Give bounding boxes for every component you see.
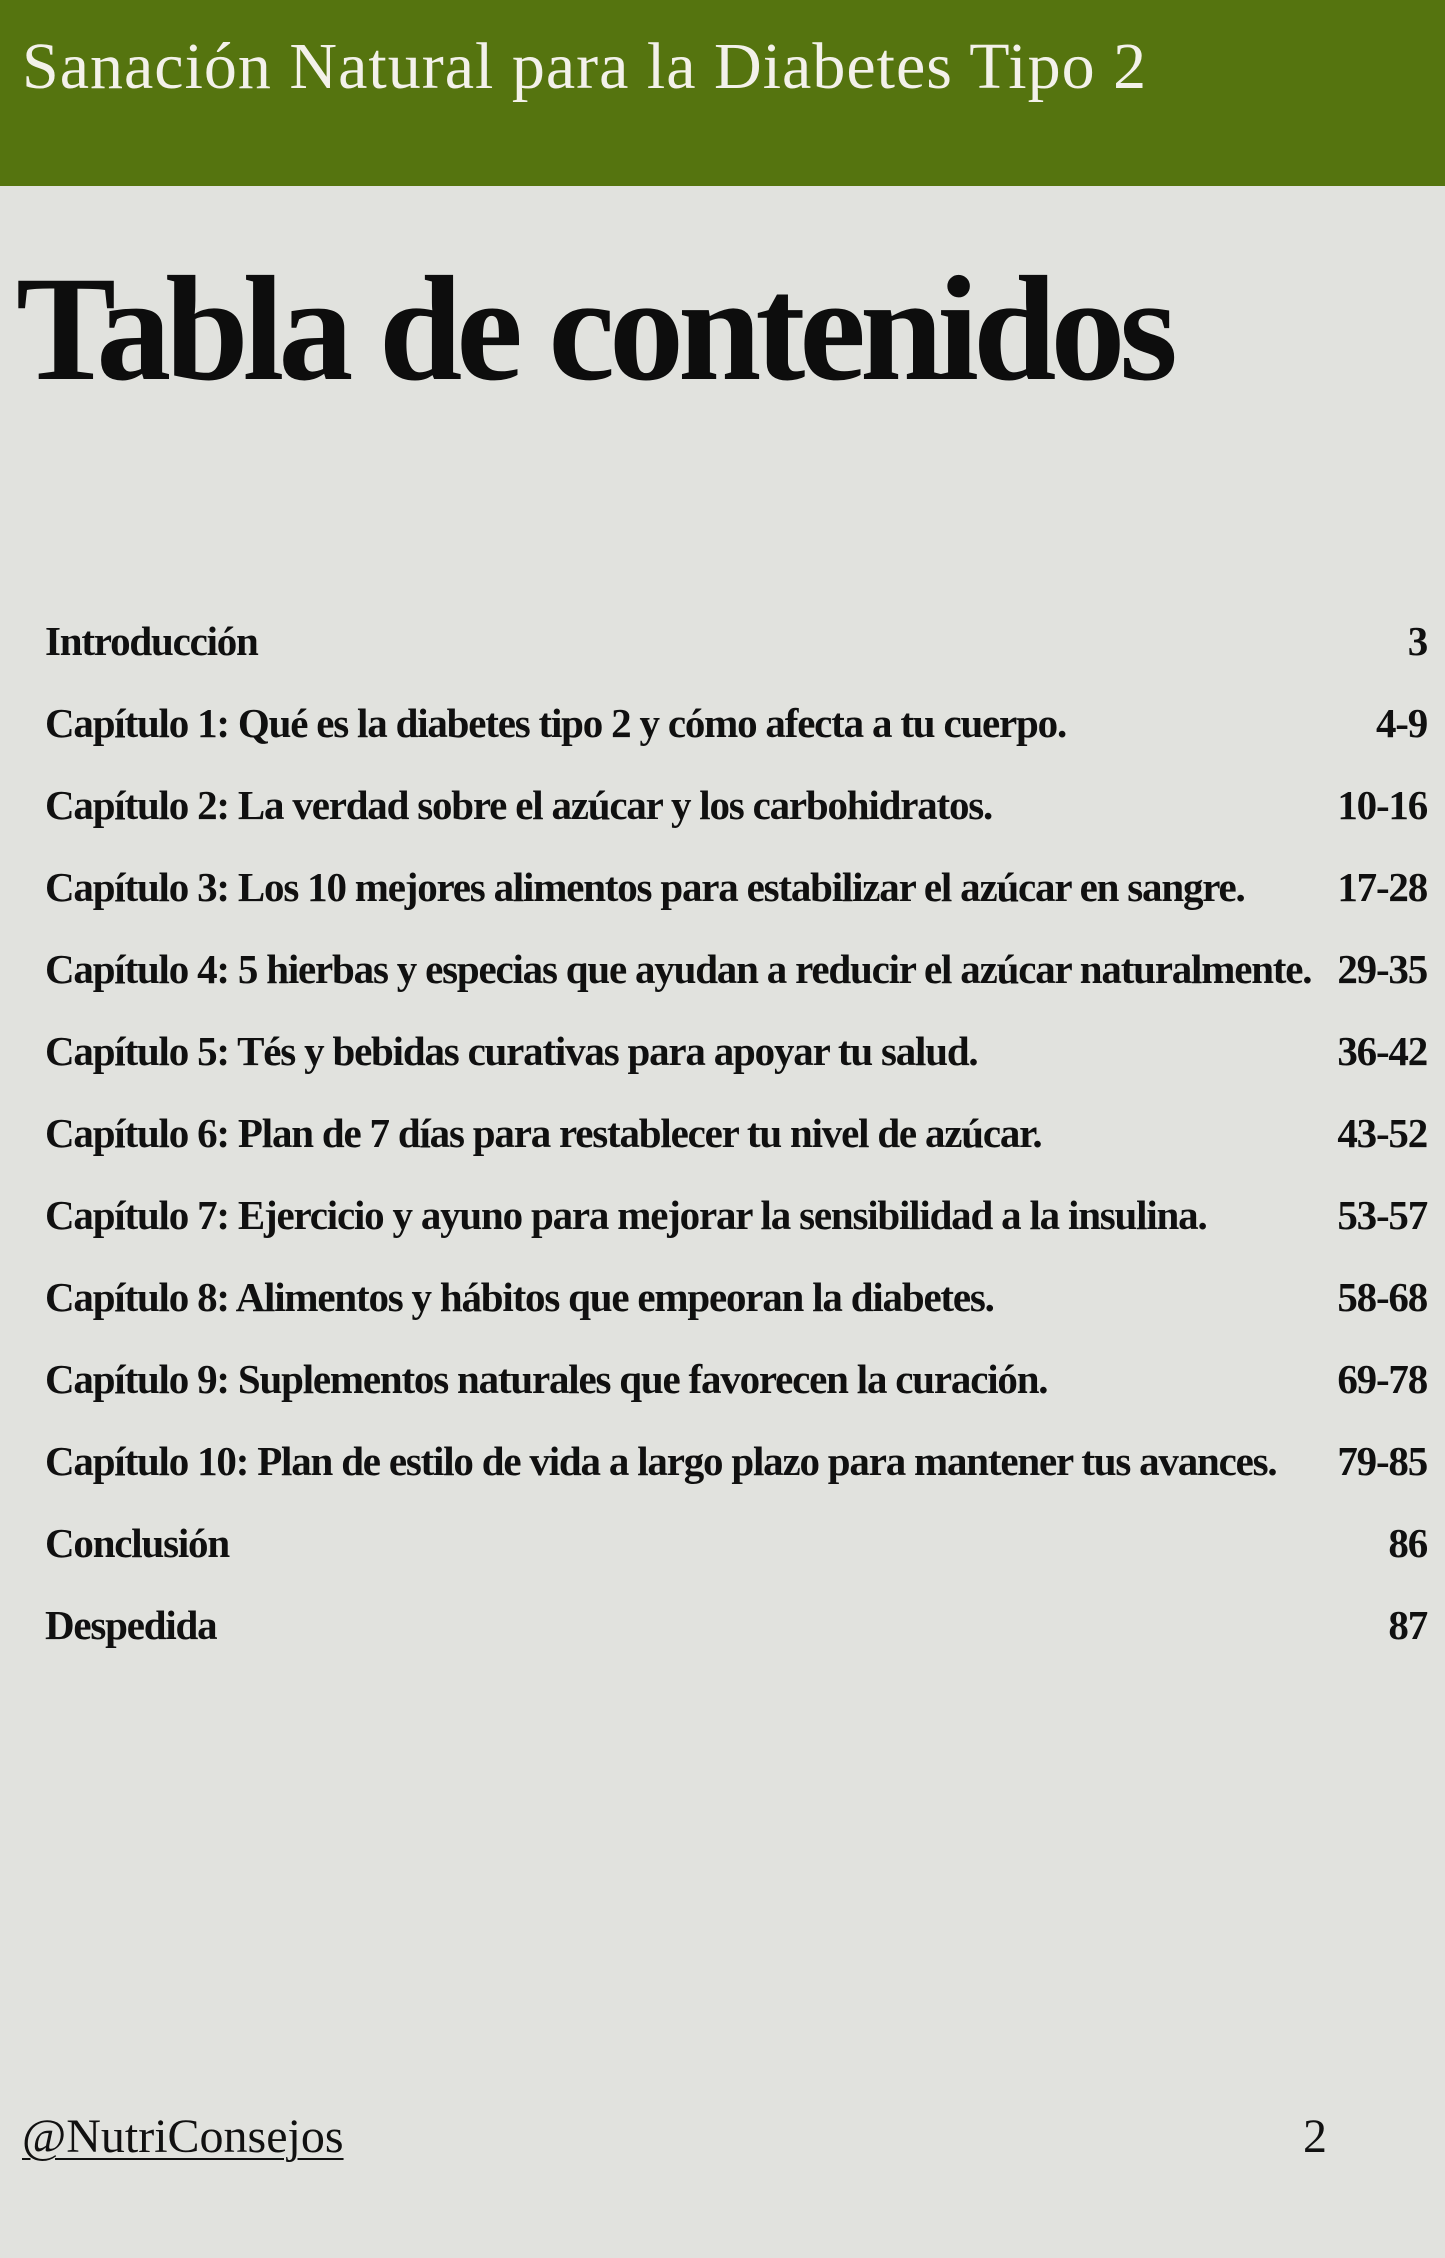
toc-entry-pages: 43-52: [1337, 1110, 1427, 1156]
toc-entry-label: Capítulo 1: Qué es la diabetes tipo 2 y cómo afecta a tu cuerpo.: [45, 700, 1066, 746]
toc-entry-pages: 79-85: [1337, 1438, 1427, 1484]
toc-entry-chapter-6[interactable]: [45, 1092, 1427, 1174]
table-of-contents: [45, 600, 1427, 1666]
toc-entry-label: Capítulo 3: Los 10 mejores alimentos para estabilizar el azúcar en sangre.: [45, 864, 1245, 910]
toc-entry-pages: 29-35: [1337, 946, 1427, 992]
toc-entry-chapter-7[interactable]: [45, 1174, 1427, 1256]
toc-entry-label: Capítulo 7: Ejercicio y ayuno para mejorar la sensibilidad a la insulina.: [45, 1192, 1207, 1238]
toc-entry-label: Capítulo 2: La verdad sobre el azúcar y los carbohidratos.: [45, 782, 993, 828]
header-band: [0, 0, 1445, 186]
toc-entry-label: Capítulo 9: Suplementos naturales que favorecen la curación.: [45, 1356, 1048, 1402]
toc-entry-pages: 4-9: [1375, 700, 1427, 746]
page-number: 2: [1303, 2110, 1327, 2163]
toc-entry-label: Capítulo 10: Plan de estilo de vida a largo plazo para mantener tus avances.: [45, 1438, 1277, 1484]
toc-entry-label: Conclusión: [45, 1520, 229, 1566]
toc-entry-farewell[interactable]: [45, 1584, 1427, 1666]
toc-entry-pages: 10-16: [1337, 782, 1427, 828]
toc-entry-label: Capítulo 6: Plan de 7 días para restablecer tu nivel de azúcar.: [45, 1110, 1042, 1156]
toc-entry-pages: 58-68: [1337, 1274, 1427, 1320]
toc-entry-label: Despedida: [45, 1602, 217, 1648]
toc-entry-label: Capítulo 4: 5 hierbas y especias que ayudan a reducir el azúcar naturalmente.: [45, 946, 1312, 992]
toc-entry-chapter-2[interactable]: [45, 764, 1427, 846]
toc-entry-pages: 17-28: [1337, 864, 1427, 910]
toc-entry-chapter-5[interactable]: [45, 1010, 1427, 1092]
toc-entry-pages: 36-42: [1337, 1028, 1427, 1074]
toc-entry-pages: 69-78: [1337, 1356, 1427, 1402]
page-title: Tabla de contenidos: [16, 246, 1172, 412]
toc-entry-conclusion[interactable]: [45, 1502, 1427, 1584]
toc-entry-label: Capítulo 8: Alimentos y hábitos que empeoran la diabetes.: [45, 1274, 994, 1320]
toc-entry-pages: 3: [1407, 618, 1427, 664]
toc-entry-chapter-4[interactable]: [45, 928, 1427, 1010]
toc-entry-chapter-1[interactable]: [45, 682, 1427, 764]
toc-entry-chapter-8[interactable]: [45, 1256, 1427, 1338]
toc-entry-pages: 53-57: [1337, 1192, 1427, 1238]
book-title: Sanación Natural para la Diabetes Tipo 2: [22, 30, 1148, 103]
toc-entry-chapter-3[interactable]: [45, 846, 1427, 928]
social-handle-link[interactable]: @NutriConsejos: [22, 2110, 344, 2163]
toc-entry-chapter-10[interactable]: [45, 1420, 1427, 1502]
toc-entry-label: Capítulo 5: Tés y bebidas curativas para apoyar tu salud.: [45, 1028, 978, 1074]
toc-entry-chapter-9[interactable]: [45, 1338, 1427, 1420]
toc-entry-introduction[interactable]: [45, 600, 1427, 682]
toc-entry-pages: 86: [1388, 1520, 1427, 1566]
toc-entry-label: Introducción: [45, 618, 258, 664]
toc-entry-pages: 87: [1388, 1602, 1427, 1648]
